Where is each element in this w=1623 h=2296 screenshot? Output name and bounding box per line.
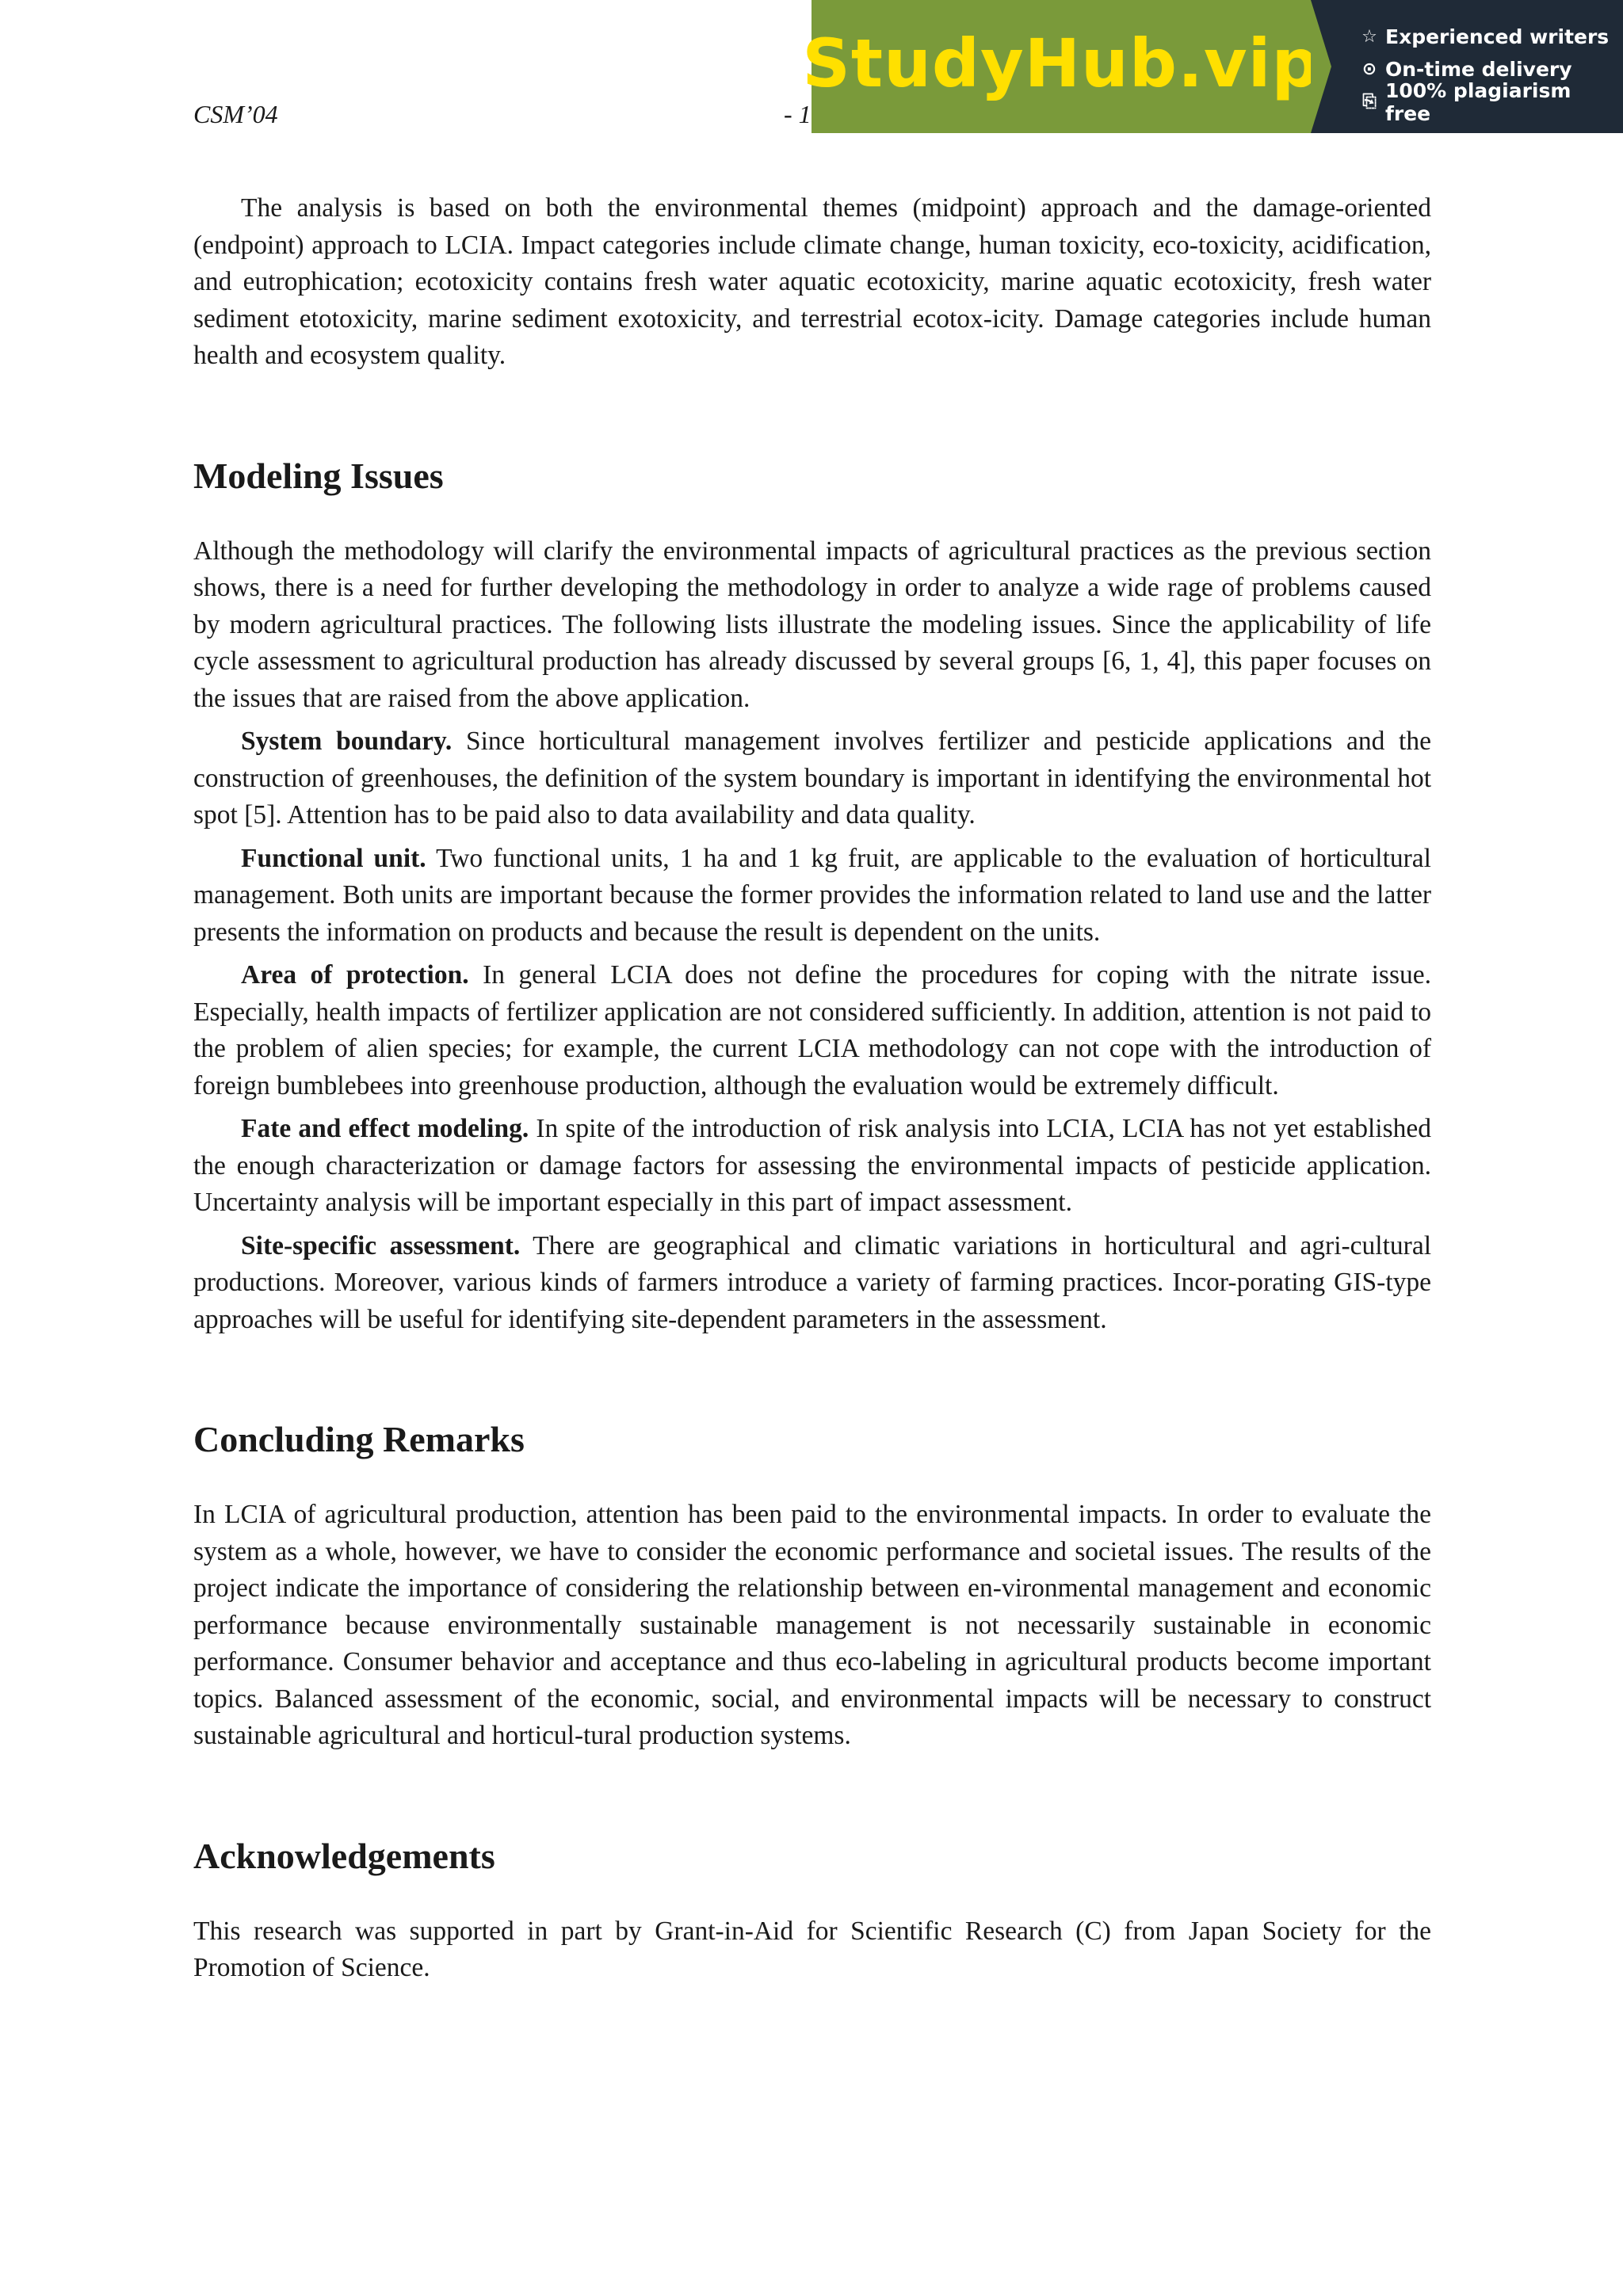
brand-logo[interactable] (802, 0, 1320, 133)
feature-item (1358, 21, 1623, 53)
paper-body (193, 190, 1431, 1987)
clock-icon: ⊙ (1361, 59, 1377, 79)
list-item (193, 1111, 1431, 1222)
item-text: In spite of the introduction of risk analysis into LCIA, LCIA has not yet established the enough characterization or damage factors for assessing the environmental impacts of pesticide application. Uncertainty analysis will be important especially in this part of impact assessment. (193, 1114, 1431, 1217)
page-number: - 1 (784, 100, 812, 128)
feature-label: Experienced writers (1385, 25, 1610, 48)
running-head: CSM’04 (193, 100, 278, 128)
feature-label: 100% plagiarism free (1384, 78, 1571, 125)
intro-paragraph: The analysis is based on both the environmental themes (midpoint) approach and the damage-oriented (endpoint) approach to LCIA. Impact categories include climate change, human toxicity, eco-toxicity, acidification, and eutrophication; ecotoxicity contains fresh water aquatic ecotoxicity, marine aquatic ecotoxicity, fresh water sediment etotoxicity, marine sediment exotoxicity, and terrestrial ecotox-icity. Damage categories include human health and ecosystem quality. (193, 193, 1431, 370)
acknowledgements-paragraph: This research was supported in part by Grant-in-Aid for Scientific Research (C) from Japan Society for the Promotion of Science. (193, 1916, 1431, 1982)
section-heading-modeling: Modeling Issues (193, 455, 444, 496)
item-text: In general LCIA does not define the procedures for coping with the nitrate issue. Especially, health impacts of fertilizer application are not considered sufficiently. In addition, attention is not paid to the problem of alien species; for example, the current LCIA methodology can not cope with the introduction of foreign bumblebees into greenhouse production, although the evaluation would be extremely difficult. (193, 960, 1431, 1100)
list-item (193, 957, 1431, 1104)
item-text: Two functional units, 1 ha and 1 kg fruit, are applicable to the evaluation of horticultural management. Both units are important because the former provides the information related to land use and the latter presents the information on products and because the result is dependent on the units. (193, 843, 1431, 947)
item-title: System boundary. (241, 727, 453, 756)
feature-list (1311, 0, 1623, 133)
star-icon: ☆ (1361, 27, 1377, 47)
feature-item (1358, 78, 1623, 125)
document-icon: ⎘ (1362, 92, 1377, 112)
item-title: Functional unit. (241, 843, 426, 873)
list-item (193, 1228, 1431, 1339)
item-text: Since horticultural management involves fertilizer and pesticide applications and the construction of greenhouses, the definition of the system boundary is important in identifying the environmental hot spot [5]. Attention has to be paid also to data availability and data quality. (193, 727, 1431, 830)
item-title: Area of protection. (241, 960, 469, 990)
concluding-paragraph: In LCIA of agricultural production, attention has been paid to the environmental impacts. In order to evaluate the system as a whole, however, we have to consider the economic performance and societal issues. The results of the project indicate the importance of considering the relationship between en-vironmental management and economic performance because environmentally sustainable management is not necessarily sustainable in economic performance. Consumer behavior and acceptance and thus eco-labeling in agricultural products become important topics. Balanced assessment of the economic, social, and environmental impacts will be necessary to construct sustainable agricultural and horticul-tural production systems. (193, 1500, 1431, 1750)
section-heading-acknowledgements: Acknowledgements (193, 1835, 495, 1876)
ad-banner[interactable] (802, 0, 1623, 133)
list-item (193, 723, 1431, 834)
list-item (193, 841, 1431, 952)
item-title: Fate and effect modeling. (241, 1114, 529, 1143)
section-heading-concluding: Concluding Remarks (193, 1419, 525, 1459)
feature-label: On-time delivery (1385, 58, 1572, 81)
item-text: There are geographical and climatic variations in horticultural and agri-cultural productions. Moreover, various kinds of farmers introduce a variety of farming practices. Incor-porating GIS-type approaches will be useful for identifying site-dependent parameters in the assessment. (193, 1230, 1431, 1334)
item-title: Site-specific assessment. (241, 1230, 521, 1261)
modeling-intro-paragraph: Although the methodology will clarify the environmental impacts of agricultural practices as the previous section shows, there is a need for further developing the methodology in order to analyze a wide rage of problems caused by modern agricultural practices. The following lists illustrate the modeling issues. Since the applicability of life cycle assessment to agricultural production has already discussed by several groups [6, 1, 4], this paper focuses on the issues that are raised from the above application. (193, 536, 1431, 713)
brand-name: StudyHub.vip (802, 25, 1320, 102)
